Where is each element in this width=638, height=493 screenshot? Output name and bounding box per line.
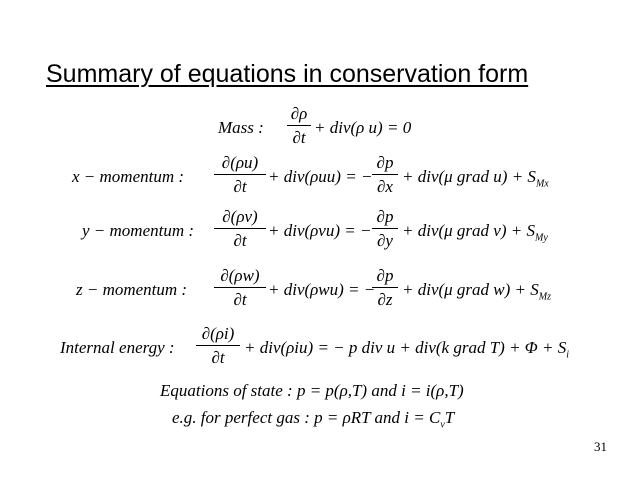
z-momentum-fraction-2 [372, 266, 398, 310]
z-den1: ∂t [233, 290, 247, 309]
z-rhs-text: + div(μ grad w) + S [402, 280, 539, 299]
z-momentum-rhs [402, 280, 551, 302]
y-momentum-fraction-1 [214, 207, 266, 251]
x-momentum-rhs [402, 167, 549, 189]
perfect-gas-text: e.g. for perfect gas : p = ρRT and i = C [172, 408, 441, 427]
z-momentum-mid: + div(ρwu) = − [268, 280, 376, 299]
x-den1: ∂t [233, 177, 247, 196]
y-den1: ∂t [233, 231, 247, 250]
y-momentum-label: y − momentum : [82, 221, 195, 240]
y-rhs-sub: My [534, 232, 548, 244]
x-num1: ∂(ρu) [221, 153, 259, 172]
energy-num: ∂(ρi) [201, 324, 235, 343]
page-number: 31 [594, 439, 607, 454]
x-rhs-text: + div(μ grad u) + S [402, 167, 536, 186]
energy-rhs-text: + div(ρiu) = − p div u + div(k grad T) + Φ + S [244, 338, 567, 357]
x-rhs-sub: Mx [535, 178, 549, 190]
mass-label: Mass : [218, 118, 264, 137]
energy-den: ∂t [211, 348, 225, 367]
z-momentum-label: z − momentum : [76, 280, 188, 299]
mass-rhs: + div(ρ u) = 0 [314, 118, 412, 137]
energy-fraction [196, 324, 240, 368]
perfect-gas-sub: v [440, 419, 445, 431]
energy-rhs-sub: i [566, 349, 570, 361]
x-momentum-fraction-1 [214, 153, 266, 197]
x-momentum-label: x − momentum : [72, 167, 185, 186]
y-momentum-fraction-2 [372, 207, 398, 251]
perfect-gas-line [172, 408, 454, 430]
energy-rhs [244, 338, 569, 360]
mass-fraction [287, 104, 311, 148]
mass-denominator: ∂t [292, 128, 306, 147]
y-den2: ∂y [377, 231, 393, 250]
slide-title: Summary of equations in conservation form [46, 60, 529, 88]
y-num2: ∂p [376, 207, 394, 226]
z-den2: ∂z [377, 290, 393, 309]
y-momentum-rhs [402, 221, 548, 243]
x-den2: ∂x [377, 177, 393, 196]
mass-numerator: ∂ρ [290, 104, 308, 123]
y-momentum-mid: + div(ρvu) = − [268, 221, 372, 240]
x-momentum-mid: + div(ρuu) = − [268, 167, 373, 186]
z-num1: ∂(ρw) [220, 266, 260, 285]
y-rhs-text: + div(μ grad v) + S [402, 221, 535, 240]
energy-label: Internal energy : [60, 338, 175, 357]
y-num1: ∂(ρv) [222, 207, 258, 226]
x-momentum-fraction-2 [372, 153, 398, 197]
x-num2: ∂p [376, 153, 394, 172]
perfect-gas-end: T [444, 408, 455, 427]
state-equation-line: Equations of state : p = p(ρ,T) and i = i(ρ,T) [160, 381, 464, 400]
z-momentum-fraction-1 [214, 266, 266, 310]
z-rhs-sub: Mz [538, 291, 552, 303]
z-num2: ∂p [376, 266, 394, 285]
